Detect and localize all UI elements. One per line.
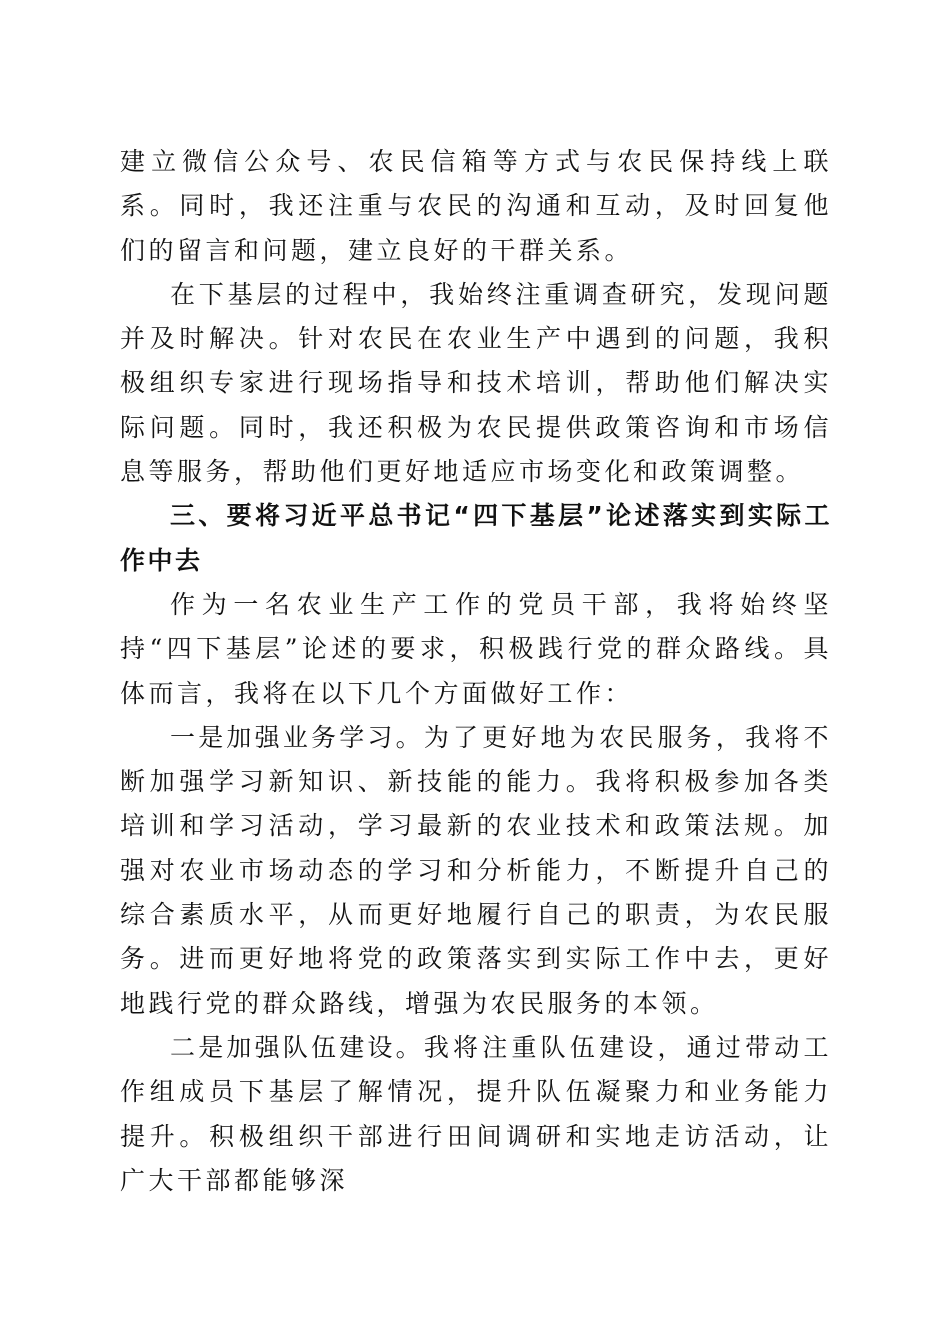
body-business-learning: 为了更好地为农民服务，我将不断加强学习新知识、新技能的能力。我将积极参加各类培训和学习活动，学习最新的农业技术和政策法规。加强对农业市场动态的学习和分析能力，不断提升自己的综合素质水平，从而更好地履行自己的职责，为农民服务。进而更好地将党的政策落实到实际工作中去，更好地践行党的群众路线，增强为农民服务的本领。	[120, 722, 832, 1018]
body-team-building: 我将注重队伍建设，通过带动工作组成员下基层了解情况，提升队伍凝聚力和业务能力提升。积极组织干部进行田间调研和实地走访活动，让广大干部都能够深	[120, 1032, 832, 1195]
lead-phrase-team-building: 二是加强队伍建设。	[170, 1032, 424, 1062]
paragraph-team-building	[120, 1026, 832, 1203]
section-heading-three: 三、要将习近平总书记“四下基层”论述落实到实际工作中去	[120, 501, 832, 575]
paragraph-commitment: 作为一名农业生产工作的党员干部，我将始终坚持“四下基层”论述的要求，积极践行党的群众路线。具体而言，我将在以下几个方面做好工作：	[120, 589, 832, 708]
paragraph-investigation: 在下基层的过程中，我始终注重调查研究，发现问题并及时解决。针对农民在农业生产中遇到的问题，我积极组织专家进行现场指导和技术培训，帮助他们解决实际问题。同时，我还积极为农民提供政策咨询和市场信息等服务，帮助他们更好地适应市场变化和政策调整。	[120, 279, 832, 487]
paragraph-continuation: 建立微信公众号、农民信箱等方式与农民保持线上联系。同时，我还注重与农民的沟通和互动，及时回复他们的留言和问题，建立良好的干群关系。	[120, 147, 832, 265]
lead-phrase-business-learning: 一是加强业务学习。	[170, 722, 424, 752]
document-body	[120, 140, 832, 1203]
paragraph-business-learning	[120, 716, 832, 1026]
